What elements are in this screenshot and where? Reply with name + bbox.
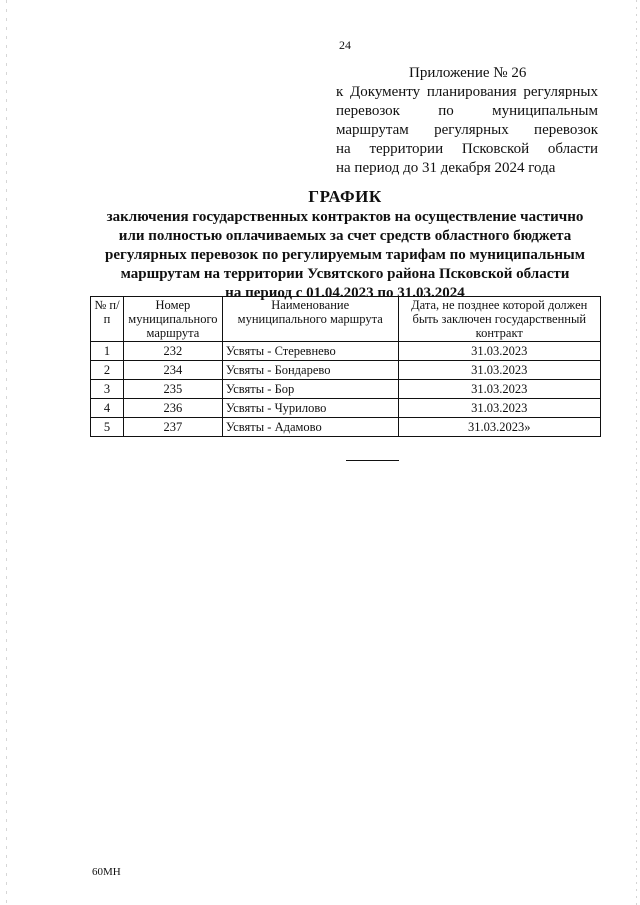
header-route-number: Номер муниципального маршрута bbox=[123, 297, 222, 342]
cell-contract-date: 31.03.2023 bbox=[398, 361, 601, 380]
appendix-line: к Документу планирования регулярных bbox=[336, 84, 598, 100]
cell-route-name: Усвяты - Адамово bbox=[222, 418, 398, 437]
cell-contract-date: 31.03.2023 bbox=[398, 342, 601, 361]
cell-route-number: 232 bbox=[123, 342, 222, 361]
header-number: № п/п bbox=[91, 297, 124, 342]
heading-line: маршрутам на территории Усвятского района Псковской области bbox=[120, 266, 570, 282]
cell-number: 3 bbox=[91, 380, 124, 399]
heading-line: или полностью оплачиваемых за счет средств областного бюджета bbox=[118, 228, 572, 244]
table-row bbox=[91, 399, 601, 418]
cell-route-name: Усвяты - Бондарево bbox=[222, 361, 398, 380]
table-row bbox=[91, 361, 601, 380]
heading-line: заключения государственных контрактов на осуществление частично bbox=[106, 209, 584, 225]
cell-contract-date: 31.03.2023» bbox=[398, 418, 601, 437]
scan-edge-right bbox=[636, 0, 637, 905]
scan-edge-left bbox=[6, 0, 7, 905]
cell-number: 1 bbox=[91, 342, 124, 361]
cell-route-name: Усвяты - Чурилово bbox=[222, 399, 398, 418]
cell-route-name: Усвяты - Бор bbox=[222, 380, 398, 399]
heading-line: регулярных перевозок по регулируемым тарифам по муниципальным bbox=[105, 247, 585, 263]
appendix-title: Приложение № 26 bbox=[409, 65, 527, 81]
appendix-line: на период до 31 декабря 2024 года bbox=[336, 160, 556, 176]
heading-title: ГРАФИК bbox=[308, 187, 382, 206]
appendix-block bbox=[336, 64, 598, 178]
cell-contract-date: 31.03.2023 bbox=[398, 399, 601, 418]
header-route-name: Наименование муниципального маршрута bbox=[222, 297, 398, 342]
footer-code: 60МН bbox=[92, 866, 121, 878]
appendix-line: маршрутам регулярных перевозок bbox=[336, 122, 598, 138]
cell-route-number: 235 bbox=[123, 380, 222, 399]
schedule-table bbox=[90, 296, 601, 437]
page-number: 24 bbox=[339, 38, 351, 52]
heading-line: на период с 01.04.2023 по 31.03.2024 bbox=[225, 285, 465, 301]
appendix-line: перевозок по муниципальным bbox=[336, 103, 598, 119]
header-contract-date: Дата, не позднее которой должен быть заключен государственный контракт bbox=[398, 297, 601, 342]
cell-route-number: 236 bbox=[123, 399, 222, 418]
cell-number: 4 bbox=[91, 399, 124, 418]
cell-number: 2 bbox=[91, 361, 124, 380]
table-header-row bbox=[91, 297, 601, 342]
end-divider bbox=[346, 460, 399, 461]
appendix-line: на территории Псковской области bbox=[336, 141, 598, 157]
cell-contract-date: 31.03.2023 bbox=[398, 380, 601, 399]
table-row bbox=[91, 418, 601, 437]
table-row bbox=[91, 342, 601, 361]
cell-number: 5 bbox=[91, 418, 124, 437]
table-row bbox=[91, 380, 601, 399]
cell-route-number: 234 bbox=[123, 361, 222, 380]
document-heading bbox=[90, 186, 600, 303]
cell-route-name: Усвяты - Стеревнево bbox=[222, 342, 398, 361]
cell-route-number: 237 bbox=[123, 418, 222, 437]
